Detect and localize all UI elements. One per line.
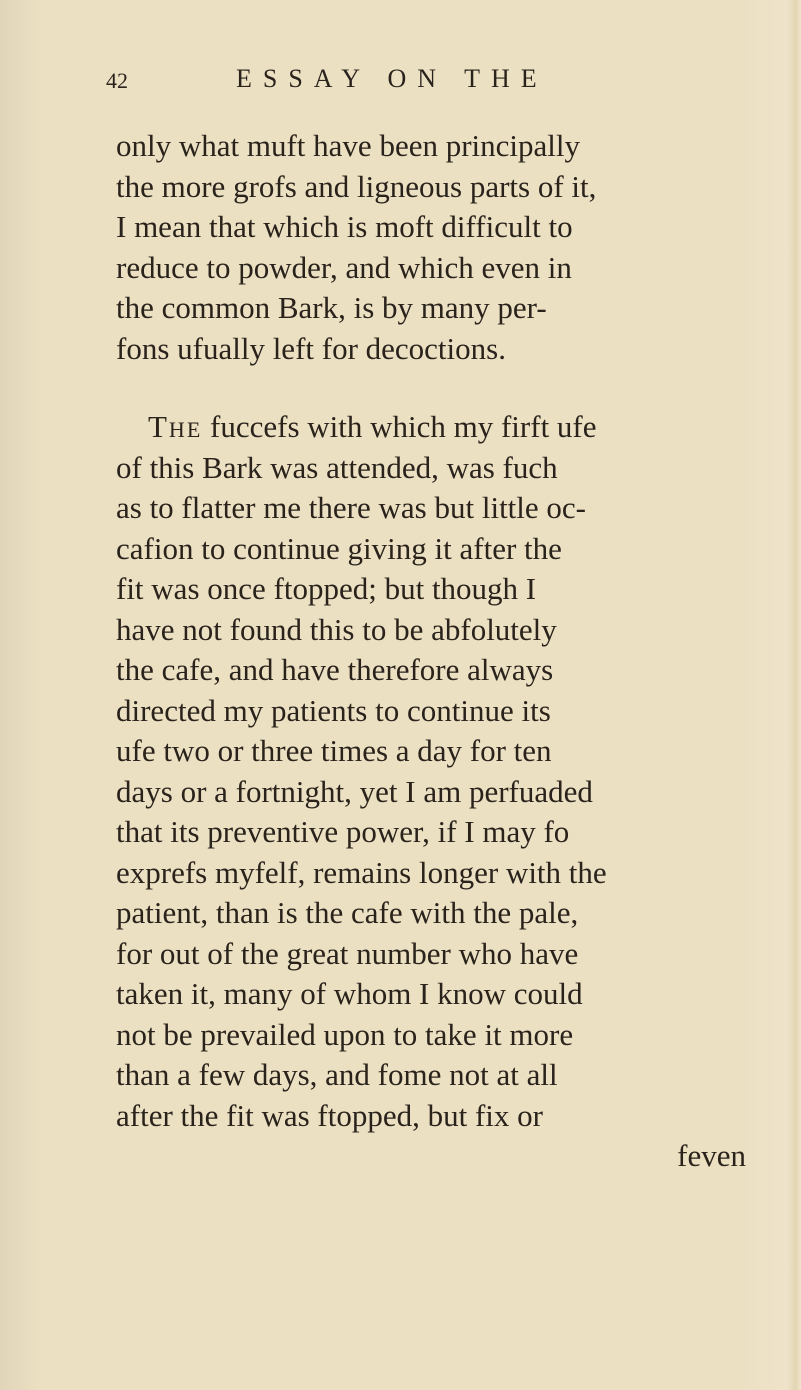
text-line: I mean that which is moft difficult to xyxy=(116,209,573,244)
text-line: cafion to continue giving it after the xyxy=(116,530,562,566)
text-line: only what muft have been principally xyxy=(116,128,581,163)
page-number: 42 xyxy=(106,68,128,93)
page-edge xyxy=(787,0,801,1390)
text-line: taken it, many of whom I know could xyxy=(116,976,583,1011)
text-line: exprefs myfelf, remains longer with the xyxy=(116,854,607,890)
text-line: the cafe, and have therefore always xyxy=(116,652,554,687)
text-line: fit was once ftopped; but though I xyxy=(116,571,537,606)
text-line: of this Bark was attended, was fuch xyxy=(116,449,558,485)
text-line: not be prevailed upon to take it more xyxy=(116,1016,574,1052)
text-line: the common Bark, is by many per- xyxy=(116,290,547,325)
text-line: the more grofs and ligneous parts of it, xyxy=(116,168,597,204)
text-line: directed my patients to continue its xyxy=(116,692,551,728)
running-head xyxy=(106,62,666,102)
text-line: after the fit was ftopped, but fix or xyxy=(116,1097,543,1133)
text-line: than a few days, and fome not at all xyxy=(116,1057,558,1092)
text-line-first xyxy=(116,407,746,448)
text-line: days or a fortnight, yet I am perfuaded xyxy=(116,773,593,809)
text-line: for out of the great number who have xyxy=(116,935,579,971)
paragraph-lead-word: The xyxy=(148,409,203,444)
text-line: reduce to powder, and which even in xyxy=(116,249,572,285)
text-line: ufe two or three times a day for ten xyxy=(116,733,552,768)
text-line: that its preventive power, if I may fo xyxy=(116,814,570,849)
paragraph-gap xyxy=(116,369,746,407)
text-line: as to flatter me there was but little oc- xyxy=(116,490,586,525)
text-line-rest: fuccefs with which my firft ufe xyxy=(210,409,597,444)
catchword: feven xyxy=(677,1138,746,1173)
text-line: fons ufually left for decoctions. xyxy=(116,330,506,366)
running-title: ESSAY ON THE xyxy=(236,64,548,93)
text-line: have not found this to be abfolutely xyxy=(116,611,557,647)
body-text xyxy=(116,126,746,1177)
text-line: patient, than is the cafe with the pale, xyxy=(116,895,579,930)
